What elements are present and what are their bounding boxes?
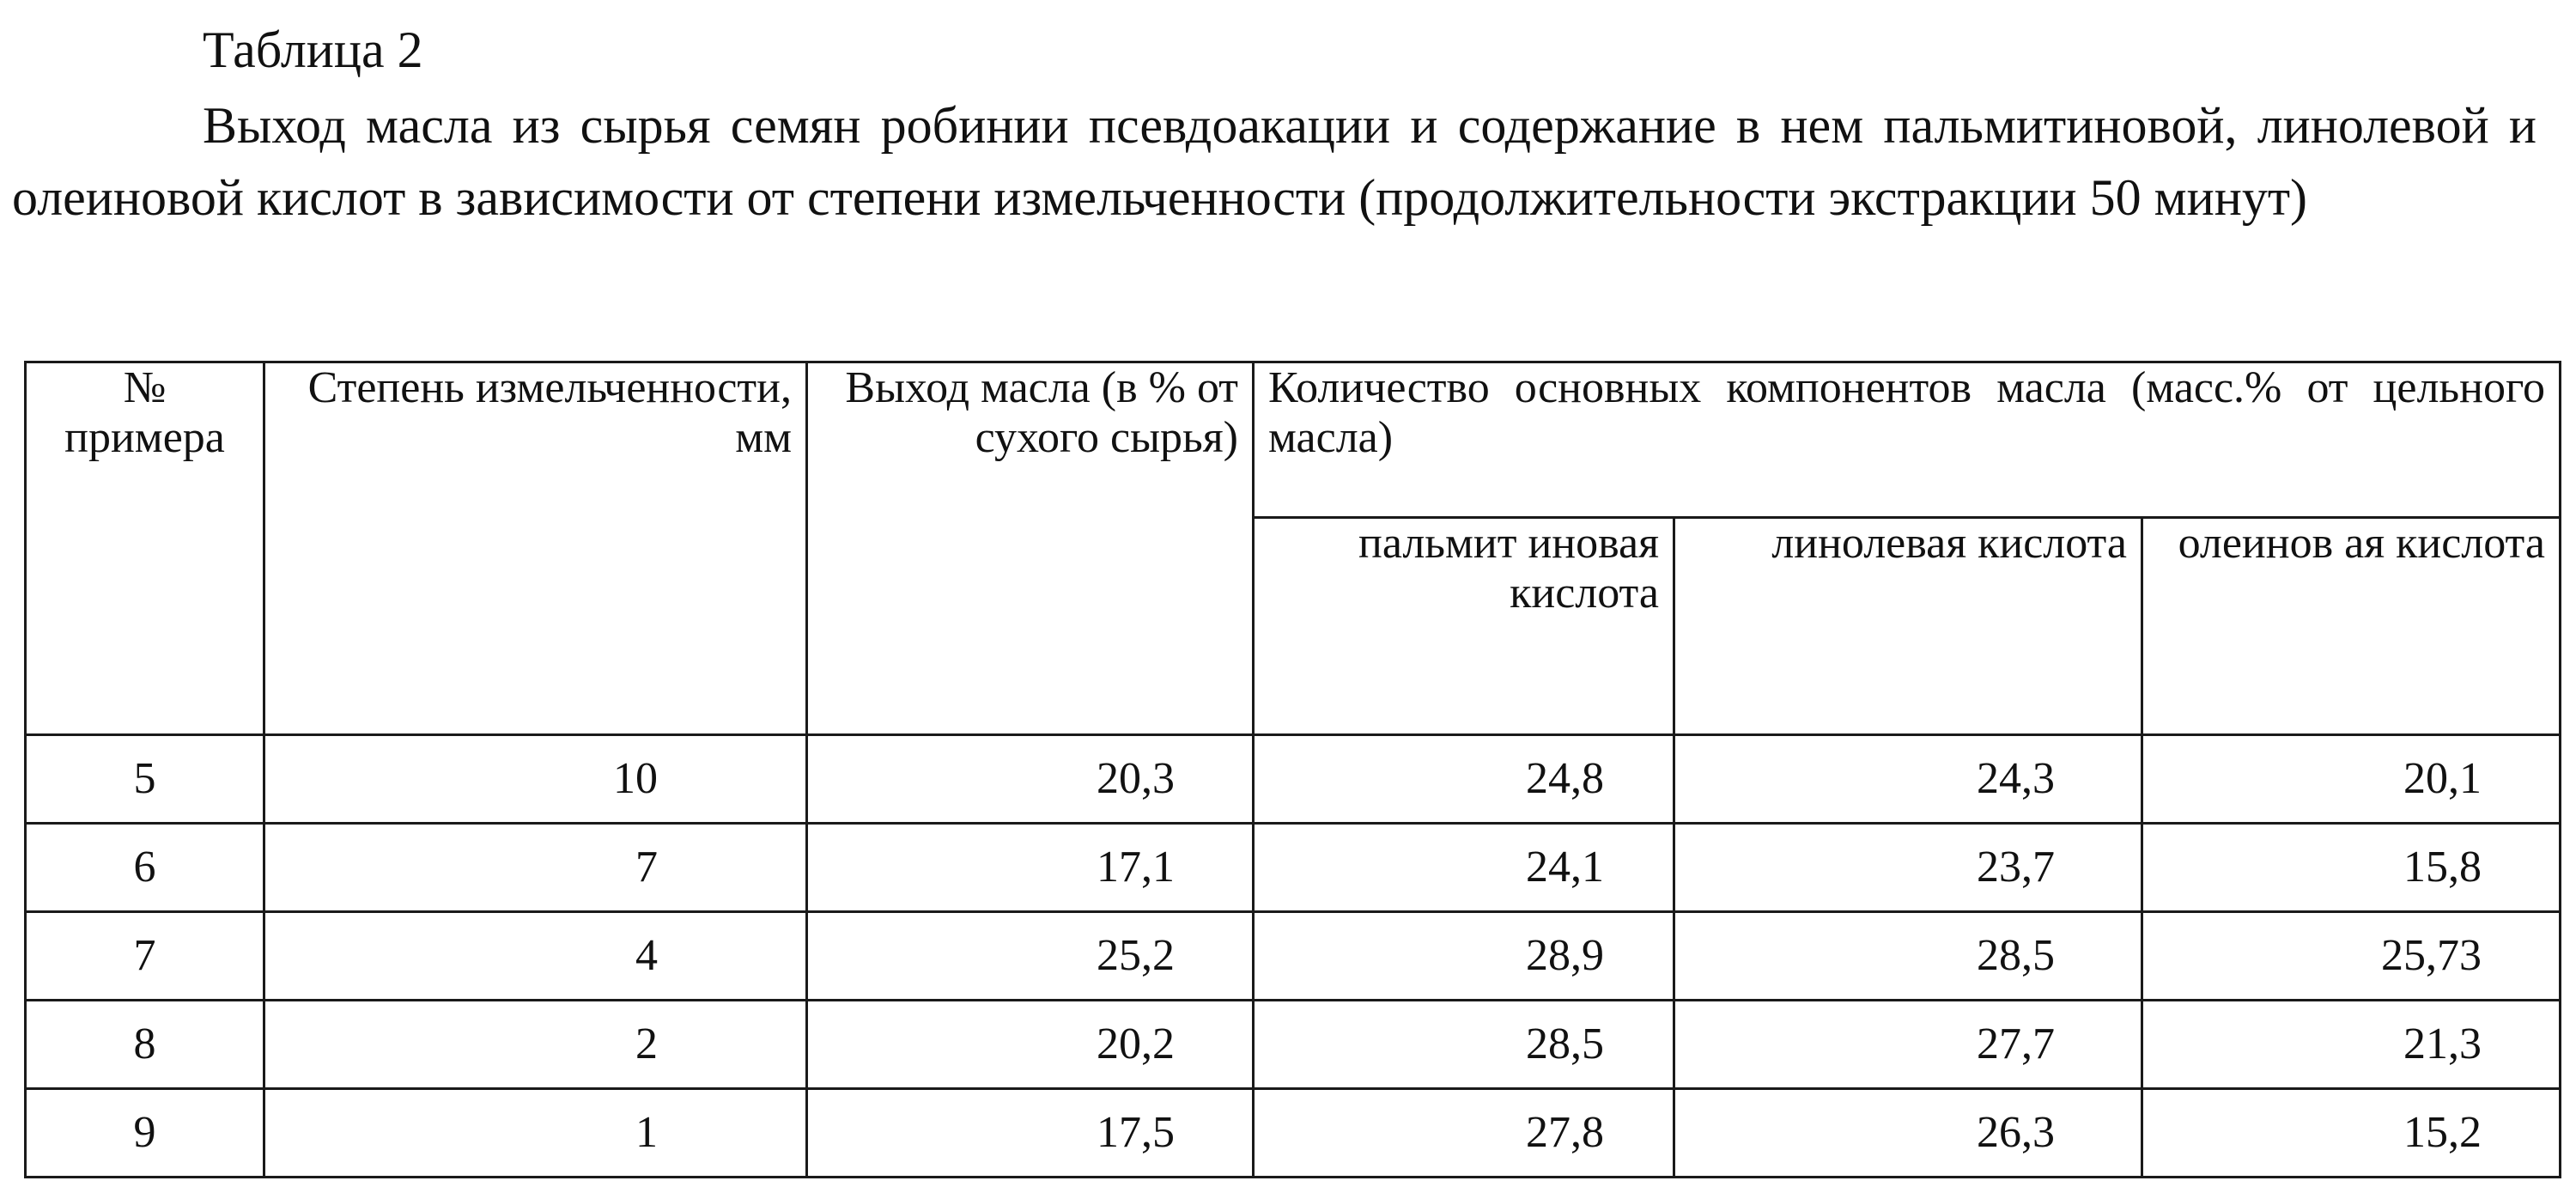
cell-palmitic-acid: 27,8 — [1254, 1089, 1674, 1178]
cell-linoleic-acid: 27,7 — [1674, 1001, 2142, 1089]
oil-yield-table — [24, 361, 2561, 1178]
cell-linoleic-acid: 24,3 — [1674, 735, 2142, 824]
cell-palmitic-acid: 28,9 — [1254, 912, 1674, 1001]
cell-oil-yield: 20,2 — [807, 1001, 1254, 1089]
table-row — [26, 1089, 2561, 1178]
cell-oleic-acid: 15,8 — [2142, 824, 2561, 912]
cell-example-no: 9 — [26, 1089, 264, 1178]
table-caption: Выход масла из сырья семян робинии псевдоакации и содержание в нем пальмитиновой, линолевой и олеиновой кислот в зависимости от степени измельченности (продолжительности экстракции 50 минут) — [12, 97, 2537, 226]
table-header-row — [26, 362, 2561, 518]
cell-palmitic-acid: 24,1 — [1254, 824, 1674, 912]
header-example-no: № примера — [26, 362, 264, 735]
header-oil-yield: Выход масла (в % от сухого сырья) — [807, 362, 1254, 735]
header-grind-degree: Степень измельченности, мм — [264, 362, 807, 735]
cell-linoleic-acid: 28,5 — [1674, 912, 2142, 1001]
cell-oleic-acid: 15,2 — [2142, 1089, 2561, 1178]
cell-oil-yield: 17,1 — [807, 824, 1254, 912]
table-row — [26, 735, 2561, 824]
cell-linoleic-acid: 23,7 — [1674, 824, 2142, 912]
header-linoleic-acid: линолевая кислота — [1674, 518, 2142, 735]
cell-example-no: 6 — [26, 824, 264, 912]
header-components-group: Количество основных компонентов масла (масс.% от цельного масла) — [1254, 362, 2561, 518]
cell-palmitic-acid: 24,8 — [1254, 735, 1674, 824]
cell-example-no: 5 — [26, 735, 264, 824]
cell-linoleic-acid: 26,3 — [1674, 1089, 2142, 1178]
cell-example-no: 7 — [26, 912, 264, 1001]
table-row — [26, 1001, 2561, 1089]
header-palmitic-acid: пальмит иновая кислота — [1254, 518, 1674, 735]
cell-oleic-acid: 20,1 — [2142, 735, 2561, 824]
cell-grind-degree: 4 — [264, 912, 807, 1001]
cell-oleic-acid: 25,73 — [2142, 912, 2561, 1001]
cell-palmitic-acid: 28,5 — [1254, 1001, 1674, 1089]
cell-grind-degree: 10 — [264, 735, 807, 824]
cell-oil-yield: 17,5 — [807, 1089, 1254, 1178]
header-oleic-acid: олеинов ая кислота — [2142, 518, 2561, 735]
cell-oleic-acid: 21,3 — [2142, 1001, 2561, 1089]
cell-oil-yield: 25,2 — [807, 912, 1254, 1001]
cell-grind-degree: 7 — [264, 824, 807, 912]
table-label: Таблица 2 — [203, 21, 423, 78]
cell-oil-yield: 20,3 — [807, 735, 1254, 824]
table-row — [26, 824, 2561, 912]
cell-example-no: 8 — [26, 1001, 264, 1089]
cell-grind-degree: 2 — [264, 1001, 807, 1089]
table-row — [26, 912, 2561, 1001]
cell-grind-degree: 1 — [264, 1089, 807, 1178]
